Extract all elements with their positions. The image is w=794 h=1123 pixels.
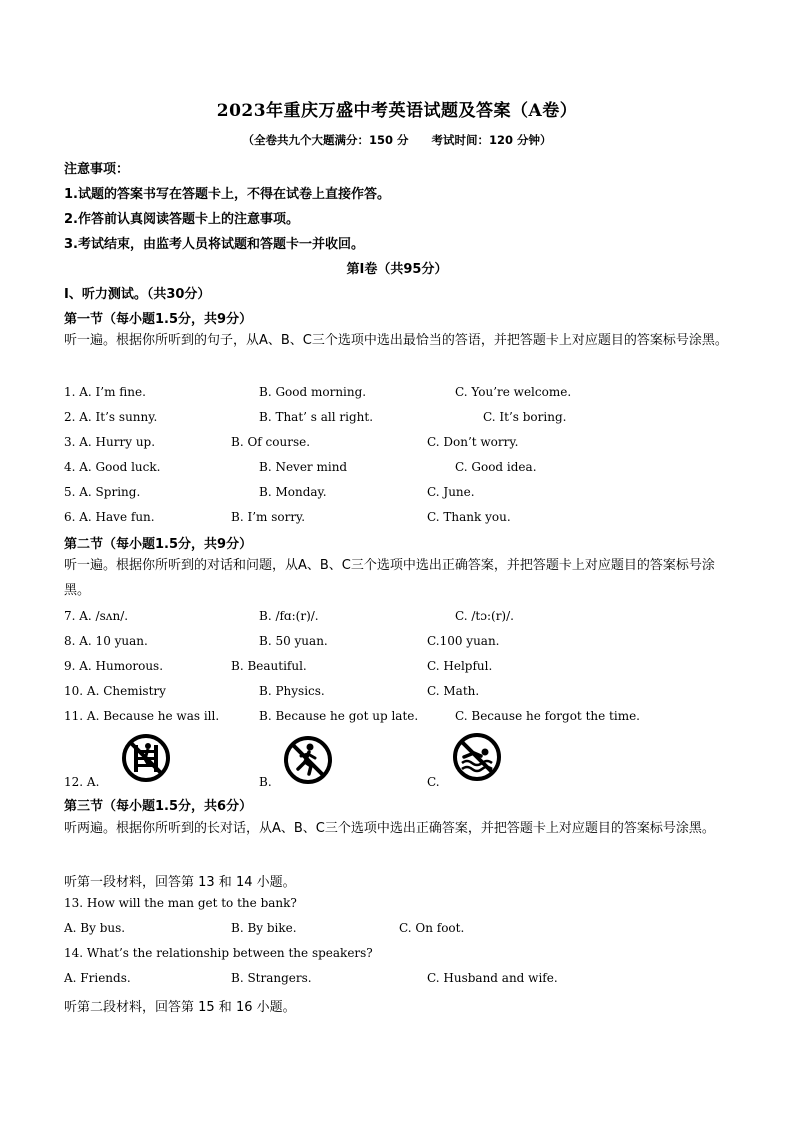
q4-option-c: C. Good idea. (455, 460, 537, 474)
q13-option-b: B. By bike. (231, 921, 297, 935)
q1-option-b: B. Good morning. (259, 385, 367, 399)
section2-heading: 第二节（每小题1.5分，共9分） (64, 537, 253, 552)
q1-option-a: 1. A. I’m fine. (64, 385, 146, 399)
q5-option-c: C. June. (427, 485, 475, 499)
q13-option-a: A. By bus. (64, 921, 126, 935)
q6-option-c: C. Thank you. (427, 510, 511, 524)
q7-option-b: B. /fɑ:(r)/. (259, 609, 319, 623)
passage2-intro: 听第二段材料，回答第 15 和 16 小题。 (64, 1000, 296, 1015)
section3-heading: 第三节（每小题1.5分，共6分） (64, 799, 253, 814)
q14-stem: 14. What’s the relationship between the speakers? (64, 946, 373, 960)
q3-option-c: C. Don’t worry. (427, 435, 519, 449)
q10-option-a: 10. A. Chemistry (64, 684, 166, 698)
q8-option-b: B. 50 yuan. (259, 634, 328, 648)
q10-option-c: C. Math. (427, 684, 480, 698)
q9-option-c: C. Helpful. (427, 659, 493, 673)
q4-option-a: 4. A. Good luck. (64, 460, 161, 474)
q12-option-a: 12. A. (64, 775, 100, 789)
section1-heading: 第一节（每小题1.5分，共9分） (64, 312, 253, 327)
q4-option-b: B. Never mind (259, 460, 348, 474)
section3-instruction: 听两遍。根据你所听到的长对话，从A、B、C三个选项中选出正确答案，并把答题卡上对应题目的答案标号涂黑。 (64, 821, 715, 836)
q5-option-b: B. Monday. (259, 485, 327, 499)
q8-option-a: 8. A. 10 yuan. (64, 634, 148, 648)
q13-stem: 13. How will the man get to the bank? (64, 896, 297, 910)
section1-instruction: 听一遍。根据你所听到的句子，从A、B、C三个选项中选出最恰当的答语，并把答题卡上对应题目的答案标号涂黑。 (64, 333, 728, 348)
q6-option-a: 6. A. Have fun. (64, 510, 155, 524)
q2-option-c: C. It’s boring. (483, 410, 567, 424)
section2-instruction: 听一遍。根据你所听到的对话和问题，从A、B、C三个选项中选出正确答案，并把答题卡上对应题目的答案标号涂黑。 (64, 558, 715, 598)
q11-option-c: C. Because he forgot the time. (455, 709, 640, 723)
q10-option-b: B. Physics. (259, 684, 325, 698)
note-item: 2.作答前认真阅读答题卡上的注意事项。 (64, 212, 299, 227)
q9-option-b: B. Beautiful. (231, 659, 307, 673)
no-climbing-sign-icon (121, 733, 171, 783)
exam-info: （全卷共九个大题满分：150 分 考试时间：120 分钟） (242, 133, 552, 147)
note-item: 3.考试结束，由监考人员将试题和答题卡一并收回。 (64, 237, 364, 252)
q2-option-a: 2. A. It’s sunny. (64, 410, 158, 424)
page-title: 2023年重庆万盛中考英语试题及答案（A卷） (216, 101, 578, 121)
note-item: 1.试题的答案书写在答题卡上，不得在试卷上直接作答。 (64, 187, 390, 202)
q6-option-b: B. I’m sorry. (231, 510, 306, 524)
q8-option-c: C.100 yuan. (427, 634, 500, 648)
q11-option-b: B. Because he got up late. (259, 709, 419, 723)
q14-option-a: A. Friends. (64, 971, 131, 985)
q3-option-b: B. Of course. (231, 435, 311, 449)
q12-option-b: B. (259, 775, 272, 789)
notes-heading: 注意事项： (64, 162, 130, 177)
q3-option-a: 3. A. Hurry up. (64, 435, 156, 449)
q9-option-a: 9. A. Humorous. (64, 659, 164, 673)
q13-option-c: C. On foot. (399, 921, 465, 935)
passage1-intro: 听第一段材料，回答第 13 和 14 小题。 (64, 875, 296, 890)
q1-option-c: C. You’re welcome. (455, 385, 572, 399)
q2-option-b: B. That’ s all right. (259, 410, 374, 424)
q14-option-b: B. Strangers. (231, 971, 312, 985)
q12-option-c: C. (427, 775, 440, 789)
volume-title: 第Ⅰ卷（共95分） (346, 262, 448, 277)
q7-option-a: 7. A. /sʌn/. (64, 609, 129, 623)
no-swimming-sign-icon (452, 732, 502, 782)
part1-heading: Ⅰ、听力测试。（共30分） (64, 287, 211, 302)
q11-option-a: 11. A. Because he was ill. (64, 709, 220, 723)
q14-option-c: C. Husband and wife. (427, 971, 558, 985)
no-running-sign-icon (283, 735, 333, 785)
q5-option-a: 5. A. Spring. (64, 485, 141, 499)
q7-option-c: C. /tɔ:(r)/. (455, 609, 514, 623)
